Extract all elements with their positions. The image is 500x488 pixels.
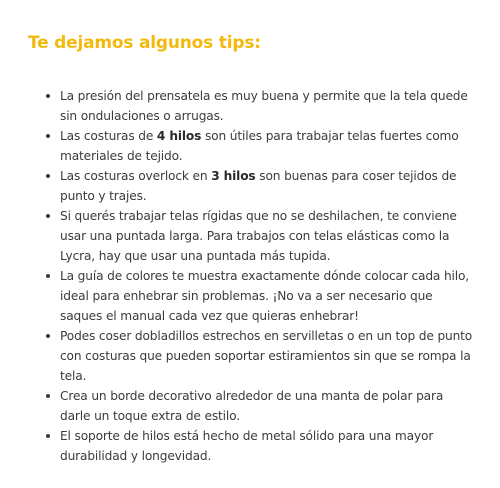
tip-text: La guía de colores te muestra exactamente dónde colocar cada hilo, ideal para enhebrar sin problemas. ¡No va a ser necesario que saques el manual cada vez que quieras enhebrar! bbox=[60, 269, 470, 323]
bullet-icon bbox=[46, 94, 50, 98]
tip-text: Las costuras overlock en bbox=[60, 169, 212, 183]
bullet-icon bbox=[46, 174, 50, 178]
bullet-icon bbox=[46, 394, 50, 398]
tip-text: Podes coser dobladillos estrechos en servilletas o en un top de punto con costuras que pueden soportar estiramientos sin que se rompa la tela. bbox=[60, 329, 473, 383]
tip-text: Si querés trabajar telas rígidas que no se deshilachen, te conviene usar una puntada larga. Para trabajos con telas elásticas como la Lycra, hay que usar una puntada más tupida. bbox=[60, 209, 457, 263]
tip-highlight: 4 hilos bbox=[156, 129, 202, 143]
tip-item bbox=[60, 266, 476, 326]
bullet-icon bbox=[46, 134, 50, 138]
bullet-icon bbox=[46, 434, 50, 438]
tip-text: La presión del prensatela es muy buena y permite que la tela quede sin ondulaciones o arrugas. bbox=[60, 89, 468, 123]
tip-item bbox=[60, 86, 476, 126]
section-heading: Te dejamos algunos tips: bbox=[28, 33, 261, 53]
tip-item bbox=[60, 126, 476, 166]
tip-text-continuation: son buenas para coser tejidos de punto y trajes. bbox=[60, 169, 457, 203]
bullet-icon bbox=[46, 214, 50, 218]
tips-list bbox=[28, 86, 476, 466]
bullet-icon bbox=[46, 274, 50, 278]
tip-highlight: 3 hilos bbox=[211, 169, 256, 183]
tip-item bbox=[60, 326, 476, 386]
tip-item bbox=[60, 206, 476, 266]
tip-item bbox=[60, 426, 476, 466]
tip-text: El soporte de hilos está hecho de metal sólido para una mayor durabilidad y longevidad. bbox=[60, 429, 434, 463]
bullet-icon bbox=[46, 334, 50, 338]
tip-item bbox=[60, 166, 476, 206]
tip-text-continuation: son útiles para trabajar telas fuertes como materiales de tejido. bbox=[60, 129, 459, 163]
tip-item bbox=[60, 386, 476, 426]
tip-text: Las costuras de bbox=[60, 129, 157, 143]
tip-text: Crea un borde decorativo alrededor de una manta de polar para darle un toque extra de estilo. bbox=[60, 389, 444, 423]
